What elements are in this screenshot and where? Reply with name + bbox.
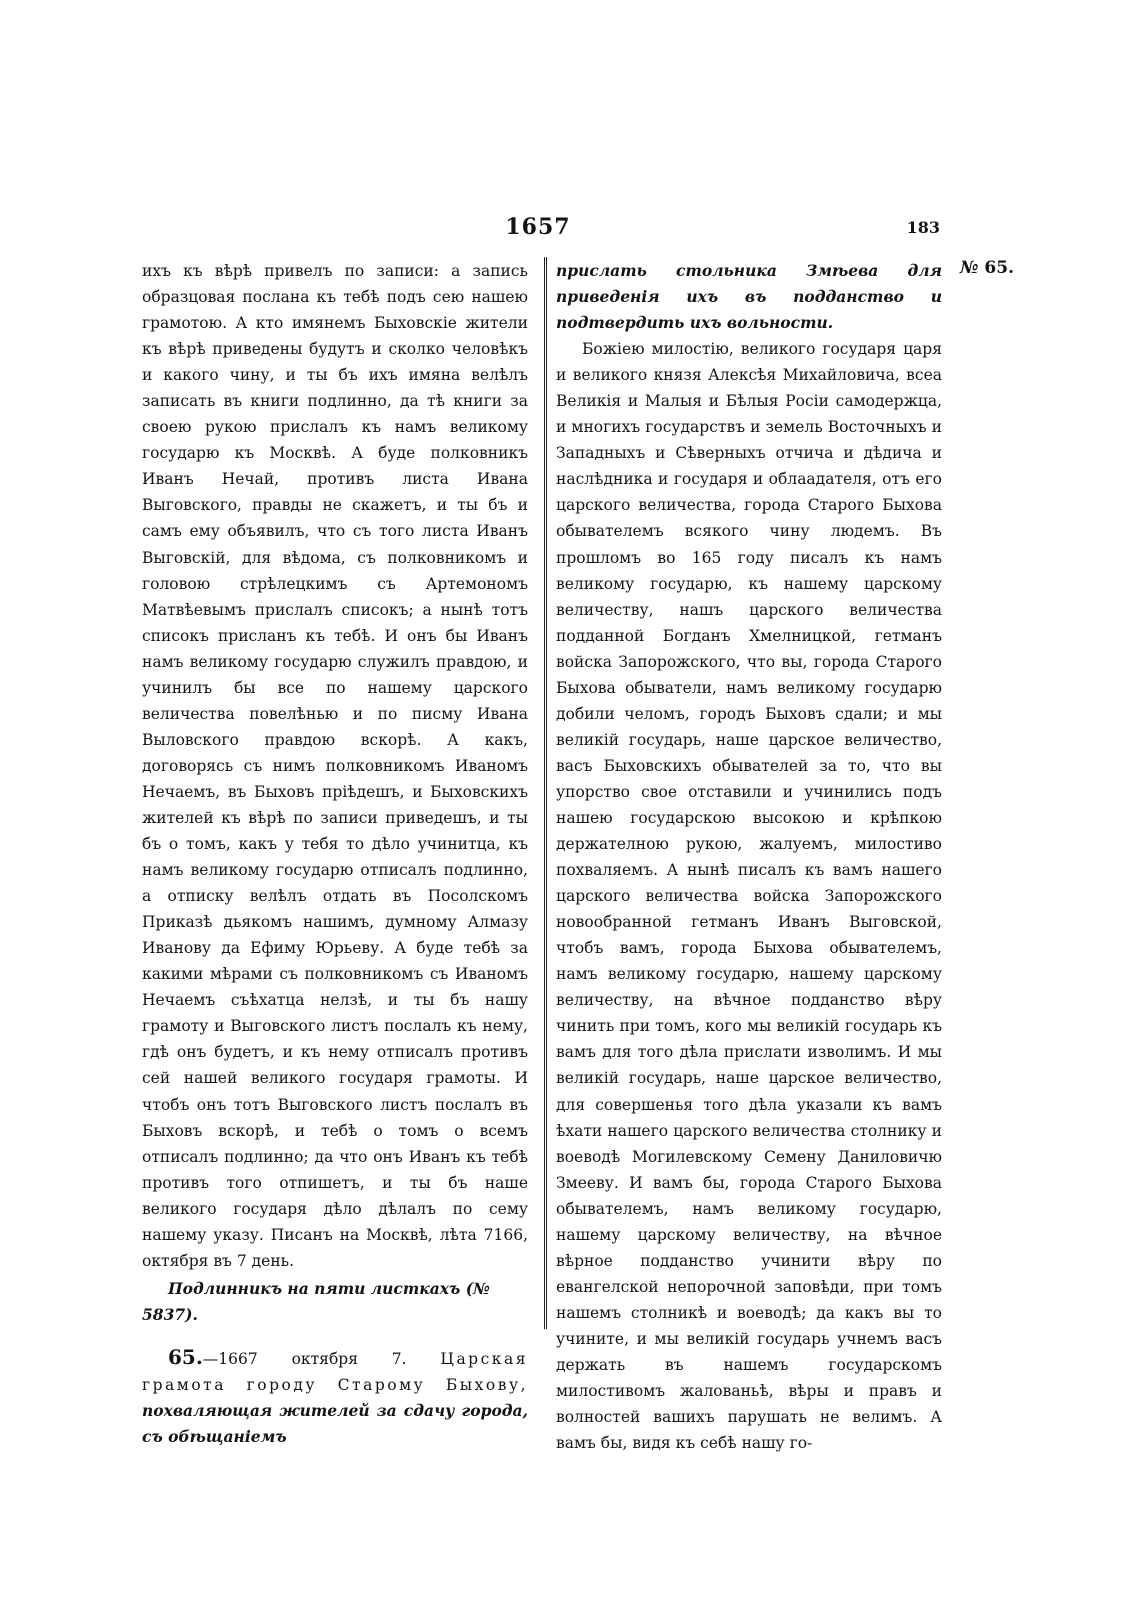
document-heading xyxy=(142,1344,528,1450)
left-column xyxy=(142,258,528,1450)
document-number-marker xyxy=(960,258,1014,278)
page-year: 1657 xyxy=(505,214,571,240)
left-body-text: ихъ къ вѣрѣ привелъ по записи: а запись образцовая послана къ тебѣ подъ сею нашею грамотою. А кто имянемъ Быховскіе жители къ вѣрѣ приведены будутъ и сколко человѣкъ и какого чину, и ты бъ ихъ имяна велѣлъ записать въ книги подлинно, да тѣ книги за своею рукою прислалъ къ намъ великому государю къ Москвѣ. А буде полковникъ Иванъ Нечай, противъ листа Ивана Выговского, правды не скажетъ, и ты бъ и самъ ему объявилъ, что съ того листа Иванъ Выговскій, для вѣдома, съ полковникомъ и головою стрѣлецкимъ съ Артемономъ Матвѣевымъ прислалъ списокъ; а нынѣ тотъ списокъ присланъ къ тебѣ. И онъ бы Иванъ намъ великому государю служилъ правдою, и учинилъ бы все по нашему царского величества повелѣнью и по писму Ивана Выловского правдою вскорѣ. А какъ, договорясь съ нимъ полковникомъ Иваномъ Нечаемъ, въ Быховъ пріѣдешъ, и Быховскихъ жителей къ вѣрѣ по записи приведешъ, и ты бъ о томъ, какъ у тебя то дѣло учинитца, къ намъ великому государю отписалъ подлинно, а отписку велѣлъ отдать въ Посолскомъ Приказѣ дьякомъ нашимъ, думному Алмазу Иванову да Ефиму Юрьеву. А буде тебѣ за какими мѣрами съ полковникомъ съ Иваномъ Нечаемъ съѣхатца нелзѣ, и ты бъ нашу грамоту и Выговского листъ послалъ къ нему, гдѣ онъ будетъ, и къ нему отписалъ противъ сей нашей великого государя грамоты. И чтобъ онъ тотъ Выговского листъ послалъ въ Быховъ вскорѣ, и тебѣ о томъ о всемъ отписалъ подлинно; да что онъ Иванъ къ тебѣ противъ того отпишетъ, и ты бъ наше великого государя дѣло дѣлалъ по сему нашему указу. Писанъ на Москвѣ, лѣта 7166, октября въ 7 день. xyxy=(142,262,528,1270)
column-divider xyxy=(544,257,547,1329)
right-body-text: Божіею милостію, великого государя царя и великого князя Алексѣя Михайловича, всеа Великія и Малыя и Бѣлыя Росіи самодержца, и многихъ государствъ и земель Восточныхъ и Западныхъ и Сѣверныхъ отчича и дѣдича и наслѣдника и государя и облаадателя, отъ его царского величества, города Старого Быхова обывателемъ всякого чину людемъ. Въ прошломъ во 165 году писалъ къ намъ великому государю, къ нашему царскому величеству, нашъ царского величества подданной Богданъ Хмелницкой, гетманъ войска Запорожского, что вы, города Старого Быхова обыватели, намъ великому государю добили челомъ, городъ Быховъ сдали; и мы великій государь, наше царское величество, васъ Быховскихъ обывателей за то, что вы упорство свое отставили и учинились подъ нашею государскою высокою и крѣпкою держателною рукою, жалуемъ, милостиво похваляемъ. А нынѣ писалъ къ вамъ нашего царского величества войска Запорожского новообранной гетманъ Иванъ Выговской, чтобъ вамъ, города Быхова обывателемъ, намъ великому государю, нашему царскому величеству, на вѣчное подданство вѣру чинить при томъ, кого мы великій государь къ вамъ для того дѣла прислати изволимъ. И мы великій государь, наше царское величество, для совершенья того дѣла указали къ вамъ ѣхати нашего царского величества столнику и воеводѣ Могилевскому Семену Даниловичю Змееву. И вамъ бы, города Старого Быхова обывателемъ, намъ великому государю, нашему царскому величеству, на вѣчное вѣрное подданство учинити вѣру по евангелской непорочной заповѣди, при томъ нашемъ столникѣ и воеводѣ; да какъ вы то учините, и мы великій государь учнемъ васъ держать въ нашемъ государскомъ милостивомъ жалованьѣ, вѣры и правъ и волностей вашихъ парушать не велимъ. А вамъ бы, видя къ себѣ нашу го- xyxy=(556,340,942,1453)
source-note: Подлинникъ на пяти листкахъ (№ 5837). xyxy=(142,1278,490,1324)
document-number: 65. xyxy=(984,258,1014,278)
page-number: 183 xyxy=(906,218,940,237)
heading-date: —1667 октября 7. xyxy=(202,1349,407,1368)
heading-title: Царская грамота городу Старому Быхову, xyxy=(142,1349,528,1394)
heading-description: похваляющая жителей за сдачу города, съ обѣщаніемъ xyxy=(142,1401,528,1447)
right-column xyxy=(556,258,942,1456)
heading-continuation: прислать стольника Змѣева для приведенія ихъ въ подданство и подтвердить ихъ вольности. xyxy=(556,261,942,333)
number-sign: № xyxy=(960,258,979,278)
heading-number: 65. xyxy=(168,1344,203,1369)
